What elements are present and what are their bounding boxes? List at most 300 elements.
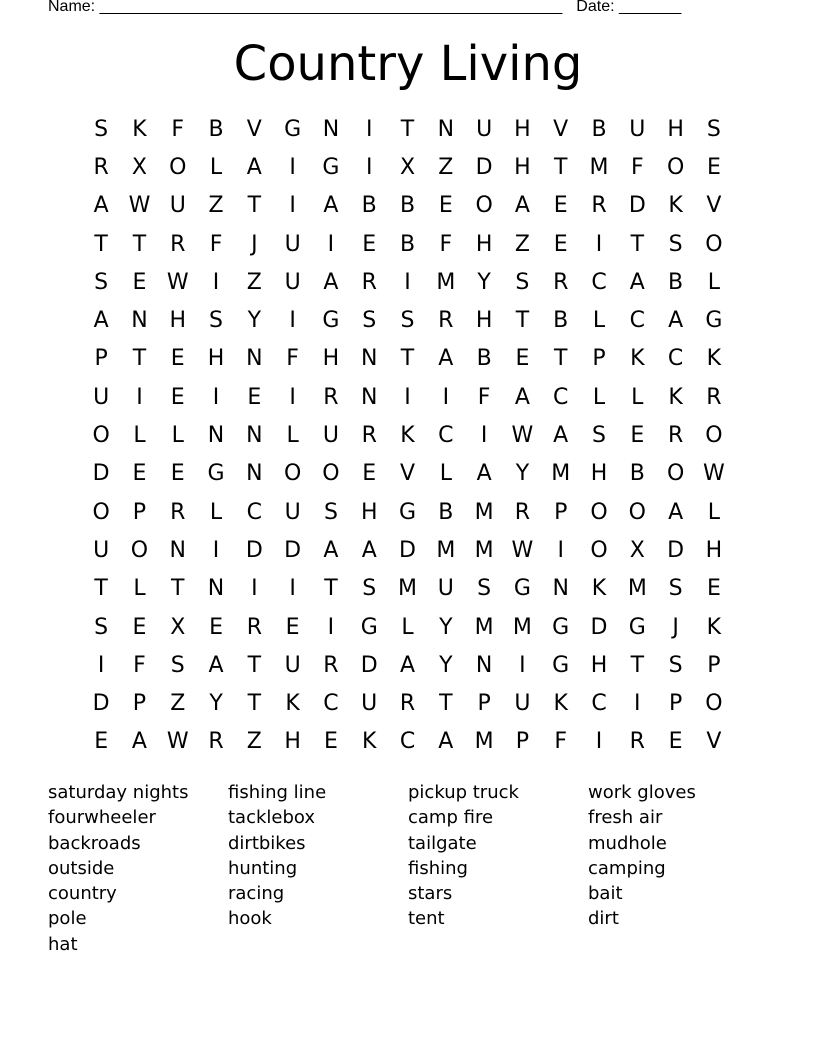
grid-letter: I: [289, 384, 296, 410]
word-bank-item: tailgate: [408, 832, 477, 854]
grid-letter: E: [553, 231, 568, 257]
grid-letter: O: [705, 231, 723, 257]
grid-letter: L: [439, 461, 452, 487]
grid-letter: E: [209, 614, 223, 640]
grid-letter: Z: [246, 269, 262, 295]
grid-letter: B: [208, 116, 224, 142]
word-bank-item: camp fire: [408, 807, 494, 829]
word-bank-item: tent: [408, 908, 445, 930]
grid-letter: H: [322, 346, 340, 372]
word-bank-item: tacklebox: [228, 807, 316, 829]
grid-letter: H: [207, 346, 225, 372]
grid-letter: W: [166, 269, 189, 295]
grid-letter: S: [592, 423, 606, 449]
grid-letter: O: [92, 499, 110, 525]
grid-letter: P: [592, 346, 606, 372]
word-bank-item: hunting: [228, 857, 298, 879]
grid-letter: N: [475, 652, 493, 678]
grid-letter: T: [400, 346, 415, 372]
grid-letter: G: [705, 308, 723, 334]
grid-letter: N: [131, 308, 148, 334]
grid-letter: C: [591, 691, 607, 717]
grid-letter: A: [131, 729, 147, 755]
grid-letter: E: [132, 461, 147, 487]
grid-letter: M: [589, 154, 609, 180]
grid-letter: E: [285, 614, 300, 640]
grid-letter: U: [361, 691, 378, 717]
grid-letter: R: [93, 154, 109, 180]
grid-letter: N: [169, 537, 186, 563]
grid-letter: O: [666, 461, 685, 487]
grid-letter: G: [552, 652, 570, 678]
grid-letter: F: [171, 116, 185, 142]
grid-letter: L: [707, 269, 721, 295]
grid-letter: Z: [514, 231, 530, 257]
grid-letter: I: [404, 269, 411, 295]
grid-letter: R: [591, 193, 607, 219]
word-bank-item: dirt: [588, 908, 619, 930]
grid-letter: C: [323, 691, 339, 717]
grid-letter: S: [362, 576, 377, 602]
grid-letter: S: [209, 308, 224, 334]
grid-letter: L: [592, 308, 606, 334]
grid-letter: G: [552, 614, 570, 640]
word-bank-item: bait: [588, 883, 623, 905]
grid-letter: A: [323, 193, 339, 219]
grid-letter: L: [209, 154, 223, 180]
grid-letter: I: [519, 652, 526, 678]
grid-letter: E: [362, 461, 377, 487]
grid-letter: I: [365, 154, 373, 180]
word-bank-item: pickup truck: [408, 782, 519, 803]
grid-letter: T: [553, 346, 568, 372]
grid-letter: A: [361, 537, 377, 563]
grid-letter: D: [399, 537, 416, 563]
grid-letter: N: [246, 423, 263, 449]
word-bank: [48, 780, 768, 957]
grid-letter: S: [668, 576, 683, 602]
grid-letter: N: [360, 384, 378, 410]
word-bank-item: hook: [228, 908, 272, 930]
word-bank-item: fishing line: [228, 782, 327, 803]
grid-letter: V: [706, 193, 722, 219]
grid-letter: M: [398, 576, 418, 602]
grid-letter: O: [130, 537, 149, 563]
grid-letter: N: [246, 346, 263, 372]
grid-letter: V: [706, 729, 722, 755]
grid-letter: H: [590, 652, 608, 678]
grid-letter: E: [706, 576, 721, 602]
grid-letter: U: [629, 116, 646, 142]
grid-letter: N: [246, 461, 263, 487]
grid-letter: S: [477, 576, 492, 602]
puzzle-title: Country Living: [233, 36, 583, 92]
grid-letter: T: [247, 691, 262, 717]
grid-letter: V: [553, 116, 569, 142]
grid-letter: Y: [439, 614, 453, 640]
grid-letter: A: [323, 537, 339, 563]
grid-letter: E: [247, 384, 262, 410]
word-bank-item: saturday nights: [48, 782, 189, 803]
grid-letter: D: [628, 193, 646, 219]
grid-letter: A: [514, 193, 530, 219]
grid-letter: T: [132, 231, 147, 257]
grid-letter: A: [246, 154, 262, 180]
grid-letter: B: [399, 231, 416, 257]
grid-letter: U: [476, 116, 493, 142]
grid-letter: G: [322, 308, 340, 334]
grid-letter: P: [132, 691, 147, 717]
grid-letter: E: [170, 346, 185, 372]
grid-letter: L: [707, 499, 721, 525]
grid-letter: R: [399, 691, 416, 717]
grid-letter: I: [212, 537, 220, 563]
grid-letter: K: [553, 691, 568, 717]
grid-letter: I: [212, 269, 220, 295]
grid-letter: D: [667, 537, 685, 563]
word-bank-item: mudhole: [588, 832, 667, 854]
grid-letter: C: [399, 729, 416, 755]
word-bank-item: fresh air: [588, 807, 663, 829]
grid-letter: F: [439, 231, 453, 257]
grid-letter: A: [668, 308, 684, 334]
grid-letter: B: [629, 461, 645, 487]
grid-letter: O: [705, 691, 723, 717]
grid-letter: P: [94, 346, 108, 372]
grid-letter: R: [629, 729, 645, 755]
grid-letter: I: [442, 384, 450, 410]
grid-letter: I: [289, 154, 296, 180]
grid-letter: L: [592, 384, 606, 410]
grid-letter: C: [667, 346, 684, 372]
grid-letter: G: [398, 499, 417, 525]
grid-letter: U: [93, 537, 110, 563]
grid-letter: E: [170, 461, 185, 487]
word-bank-item: camping: [588, 857, 666, 879]
grid-letter: N: [552, 576, 569, 602]
grid-letter: H: [284, 729, 301, 755]
grid-letter: M: [474, 729, 494, 755]
grid-letter: S: [515, 269, 530, 295]
grid-letter: A: [93, 193, 109, 219]
grid-letter: R: [323, 384, 339, 410]
grid-letter: R: [553, 269, 569, 295]
word-bank-empty: [228, 932, 408, 957]
grid-letter: A: [476, 461, 492, 487]
grid-letter: G: [207, 461, 225, 487]
grid-letter: K: [591, 576, 607, 602]
word-bank-item: hat: [48, 933, 78, 955]
grid-letter: O: [590, 499, 608, 525]
grid-letter: B: [438, 499, 454, 525]
grid-letter: Y: [439, 652, 453, 678]
grid-letter: R: [170, 499, 186, 525]
grid-letter: V: [399, 461, 416, 487]
grid-letter: S: [94, 269, 109, 295]
grid-letter: D: [92, 691, 110, 717]
word-bank-item: pole: [48, 908, 87, 930]
grid-letter: S: [94, 614, 109, 640]
grid-letter: I: [595, 231, 603, 257]
grid-letter: F: [133, 652, 146, 678]
grid-letter: W: [511, 423, 534, 449]
grid-letter: P: [707, 652, 721, 678]
grid-letter: U: [514, 691, 531, 717]
grid-letter: T: [553, 154, 568, 180]
grid-letter: T: [515, 308, 530, 334]
grid-letter: H: [475, 231, 493, 257]
grid-letter: R: [667, 423, 684, 449]
grid-letter: E: [362, 231, 377, 257]
grid-letter: M: [436, 537, 456, 563]
grid-letter: Z: [438, 154, 454, 180]
grid-letter: A: [668, 499, 684, 525]
grid-letter: L: [209, 499, 223, 525]
grid-letter: O: [475, 193, 493, 219]
grid-letter: F: [209, 231, 223, 257]
word-bank-item: work gloves: [588, 782, 696, 803]
grid-letter: I: [289, 308, 296, 334]
grid-letter: W: [703, 461, 725, 487]
grid-letter: M: [474, 614, 494, 640]
grid-letter: H: [169, 308, 187, 334]
grid-letter: V: [246, 116, 262, 142]
grid-letter: O: [705, 423, 723, 449]
word-bank-item: fourwheeler: [48, 807, 156, 829]
grid-letter: L: [171, 423, 184, 449]
grid-letter: X: [629, 537, 645, 563]
grid-letter: S: [170, 652, 185, 678]
grid-letter: Y: [247, 308, 262, 334]
grid-letter: I: [365, 116, 373, 142]
grid-letter: H: [475, 308, 493, 334]
grid-letter: R: [361, 423, 377, 449]
grid-letter: L: [133, 423, 146, 449]
grid-letter: I: [289, 576, 296, 602]
grid-letter: T: [630, 231, 645, 257]
grid-letter: K: [630, 346, 645, 372]
grid-letter: E: [132, 269, 147, 295]
grid-letter: U: [437, 576, 454, 602]
grid-letter: U: [169, 193, 186, 219]
grid-letter: Z: [208, 193, 224, 219]
grid-letter: U: [93, 384, 110, 410]
word-bank-item: outside: [48, 857, 115, 879]
grid-letter: D: [245, 537, 263, 563]
grid-letter: R: [514, 499, 531, 525]
grid-letter: T: [400, 116, 415, 142]
letter-grid: [82, 110, 733, 761]
grid-letter: H: [514, 154, 531, 180]
grid-letter: S: [706, 116, 721, 142]
grid-letter: M: [627, 576, 647, 602]
grid-letter: M: [551, 461, 571, 487]
grid-letter: F: [630, 154, 644, 180]
grid-letter: H: [590, 461, 608, 487]
grid-letter: I: [595, 729, 603, 755]
grid-letter: E: [94, 729, 109, 755]
grid-letter: Z: [170, 691, 186, 717]
grid-letter: T: [324, 576, 338, 602]
grid-letter: M: [474, 537, 494, 563]
word-bank-item: racing: [228, 883, 285, 905]
grid-letter: T: [94, 576, 108, 602]
grid-letter: R: [323, 652, 339, 678]
grid-letter: A: [514, 384, 530, 410]
grid-letter: B: [553, 308, 569, 334]
word-bank-item: backroads: [48, 832, 141, 854]
grid-letter: K: [132, 116, 147, 142]
grid-letter: F: [286, 346, 299, 372]
grid-letter: U: [284, 652, 301, 678]
grid-letter: K: [706, 346, 722, 372]
grid-letter: R: [246, 614, 262, 640]
grid-letter: T: [630, 652, 645, 678]
grid-letter: X: [399, 154, 416, 180]
grid-letter: M: [474, 499, 494, 525]
grid-letter: G: [628, 614, 646, 640]
grid-letter: I: [480, 423, 488, 449]
grid-letter: K: [400, 423, 415, 449]
grid-letter: M: [436, 269, 456, 295]
grid-letter: L: [133, 576, 146, 602]
grid-letter: U: [284, 231, 301, 257]
grid-letter: K: [362, 729, 377, 755]
grid-letter: K: [668, 384, 683, 410]
grid-letter: H: [667, 116, 684, 142]
grid-letter: B: [476, 346, 492, 372]
grid-letter: N: [207, 576, 225, 602]
grid-letter: I: [404, 384, 411, 410]
grid-letter: S: [668, 231, 683, 257]
grid-letter: C: [246, 499, 263, 525]
grid-letter: O: [628, 499, 646, 525]
grid-letter: L: [286, 423, 299, 449]
grid-letter: H: [514, 116, 531, 142]
grid-letter: B: [668, 269, 684, 295]
grid-letter: S: [400, 308, 415, 334]
grid-letter: F: [477, 384, 491, 410]
grid-letter: J: [672, 614, 679, 640]
grid-letter: Y: [515, 461, 530, 487]
grid-letter: H: [360, 499, 378, 525]
grid-letter: I: [97, 652, 105, 678]
grid-letter: M: [512, 614, 532, 640]
grid-letter: N: [360, 346, 378, 372]
grid-letter: C: [438, 423, 454, 449]
grid-letter: P: [132, 499, 147, 525]
grid-letter: K: [668, 193, 683, 219]
grid-letter: A: [553, 423, 569, 449]
grid-letter: X: [170, 614, 186, 640]
grid-letter: T: [247, 652, 262, 678]
grid-letter: G: [322, 154, 340, 180]
grid-letter: C: [553, 384, 569, 410]
date-field-label: Date: _______: [576, 0, 682, 15]
grid-letter: R: [208, 729, 224, 755]
grid-letter: W: [166, 729, 189, 755]
grid-letter: U: [322, 423, 339, 449]
grid-letter: W: [128, 193, 151, 219]
grid-letter: A: [208, 652, 224, 678]
grid-letter: O: [590, 537, 608, 563]
grid-letter: T: [439, 691, 453, 717]
grid-letter: D: [360, 652, 378, 678]
grid-letter: E: [323, 729, 338, 755]
grid-letter: P: [668, 691, 683, 717]
grid-letter: I: [327, 231, 335, 257]
grid-letter: R: [170, 231, 186, 257]
grid-letter: G: [360, 614, 378, 640]
grid-letter: R: [361, 269, 377, 295]
grid-letter: E: [170, 384, 185, 410]
grid-letter: I: [327, 614, 335, 640]
name-field-label: Name: ____________________________________________________: [48, 0, 563, 15]
grid-letter: E: [132, 614, 147, 640]
grid-letter: U: [284, 269, 301, 295]
grid-letter: I: [212, 384, 220, 410]
grid-letter: F: [554, 729, 568, 755]
header: [48, 0, 681, 16]
grid-letter: D: [284, 537, 302, 563]
grid-letter: E: [630, 423, 645, 449]
grid-letter: E: [515, 346, 530, 372]
grid-letter: P: [477, 691, 491, 717]
grid-letter: O: [666, 154, 685, 180]
grid-letter: E: [553, 193, 568, 219]
grid-letter: P: [515, 729, 530, 755]
grid-letter: B: [399, 193, 416, 219]
grid-letter: A: [629, 269, 645, 295]
grid-letter: E: [706, 154, 721, 180]
word-bank-item: dirtbikes: [228, 832, 306, 854]
grid-letter: Z: [246, 729, 262, 755]
grid-letter: D: [475, 154, 493, 180]
grid-letter: O: [92, 423, 110, 449]
grid-letter: N: [437, 116, 455, 142]
grid-letter: U: [284, 499, 301, 525]
grid-letter: O: [283, 461, 302, 487]
grid-letter: T: [132, 346, 147, 372]
grid-letter: G: [513, 576, 531, 602]
grid-letter: I: [289, 193, 296, 219]
grid-letter: D: [590, 614, 608, 640]
grid-letter: N: [322, 116, 340, 142]
grid-letter: X: [131, 154, 147, 180]
grid-letter: A: [323, 269, 339, 295]
grid-letter: S: [362, 308, 377, 334]
grid-letter: L: [631, 384, 644, 410]
grid-letter: O: [322, 461, 340, 487]
grid-letter: J: [251, 231, 258, 257]
grid-letter: Y: [209, 691, 223, 717]
grid-letter: E: [668, 729, 683, 755]
grid-letter: I: [136, 384, 143, 410]
word-bank-item: fishing: [408, 857, 468, 879]
grid-letter: S: [94, 116, 109, 142]
grid-letter: D: [92, 461, 110, 487]
grid-letter: A: [438, 346, 454, 372]
grid-letter: P: [554, 499, 568, 525]
grid-letter: B: [361, 193, 377, 219]
grid-letter: N: [207, 423, 225, 449]
grid-letter: G: [284, 116, 302, 142]
grid-letter: S: [323, 499, 338, 525]
grid-letter: K: [285, 691, 300, 717]
word-bank-item: stars: [408, 883, 453, 905]
word-bank-empty: [588, 932, 768, 957]
grid-letter: S: [668, 652, 683, 678]
